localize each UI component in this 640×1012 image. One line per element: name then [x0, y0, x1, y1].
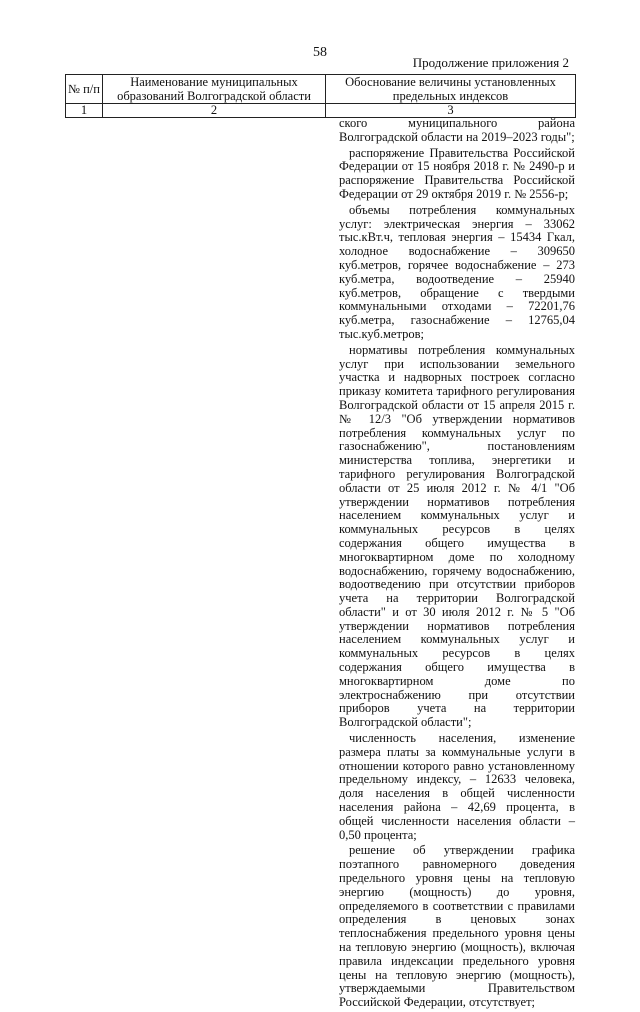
justification-text [339, 117, 575, 1012]
column-number-3: 3 [326, 104, 576, 118]
header-table [65, 74, 576, 118]
column-number-1: 1 [66, 104, 103, 118]
column-header-number: № п/п [66, 75, 103, 104]
column-number-2: 2 [103, 104, 326, 118]
paragraph-consumption-norms: нормативы потребления коммунальных услуг при использовании земельного участка и надворных построек согласно приказу комитета тарифного регулирования Волгоградской области от 15 апреля 2015 г. № 12/3 "Об утверждении нормативов потребления коммунальных услуг по газоснабжению", постановлениям министерства топлива, энергетики и тарифного регулирования Волгоградской области от 25 июля 2012 г. № 4/1 "Об утверждении нормативов потребления населением коммунальных услуг и коммунальных ресурсов в целях содержания общего имущества в многоквартирном доме по холодному водоснабжению, горячему водоснабжению, водоотведению при отсутствии приборов учета на территории Волгоградской области" и от 30 июля 2012 г. № 5 "Об утверждении нормативов потребления населением коммунальных услуг и коммунальных ресурсов в целях содержания общего имущества в многоквартирном доме по электроснабжению при отсутствии приборов учета на территории Волгоградской области"; [339, 342, 575, 730]
paragraph-continuation: ского муниципального района Волгоградской области на 2019–2023 годы"; [339, 116, 575, 144]
paragraph-government-orders: распоряжение Правительства Российской Федерации от 15 ноября 2018 г. № 2490-р и распоряжение Правительства Российской Федерации от 29 октября 2019 г. № 2556-р; [339, 145, 575, 201]
continuation-label: Продолжение приложения 2 [412, 55, 569, 70]
header-row [66, 75, 576, 104]
paragraph-consumption-volumes: объемы потребления коммунальных услуг: электрическая энергия – 33062 тыс.кВт.ч, тепловая энергия – 15434 Гкал, холодное водоснабжение – 309650 куб.метров, горячее водоснабжение – 273 куб.метра, водоотведение – 25940 куб.метров, обращение с твердыми коммунальными отходами – 72201,76 куб.метра, газоснабжение – 12765,04 тыс.куб.метров; [339, 202, 575, 341]
column-header-justification: Обоснование величины установленных предельных индексов [326, 75, 576, 104]
column-header-municipality: Наименование муниципальных образований Волгоградской области [103, 75, 326, 104]
page-number: 58 [313, 45, 327, 60]
paragraph-population: численность населения, изменение размера платы за коммунальные услуги в отношении которого равно установленному предельному индексу, – 12633 человека, доля населения в общей численности населения района – 42,69 процента, в общей численности населения области – 0,50 процента; [339, 731, 575, 842]
paragraph-heat-price-decision: решение об утверждении графика поэтапного равномерного доведения предельного уровня цены на тепловую энергию (мощность) до уровня, определяемого в соответствии с правилами определения в ценовых зонах теплоснабжения предельного уровня цены на тепловую энергию (мощность), включая правила индексации предельного уровня цены на тепловую энергию (мощность), утверждаемыми Правительством Российской Федерации, отсутствует; [339, 843, 575, 1010]
